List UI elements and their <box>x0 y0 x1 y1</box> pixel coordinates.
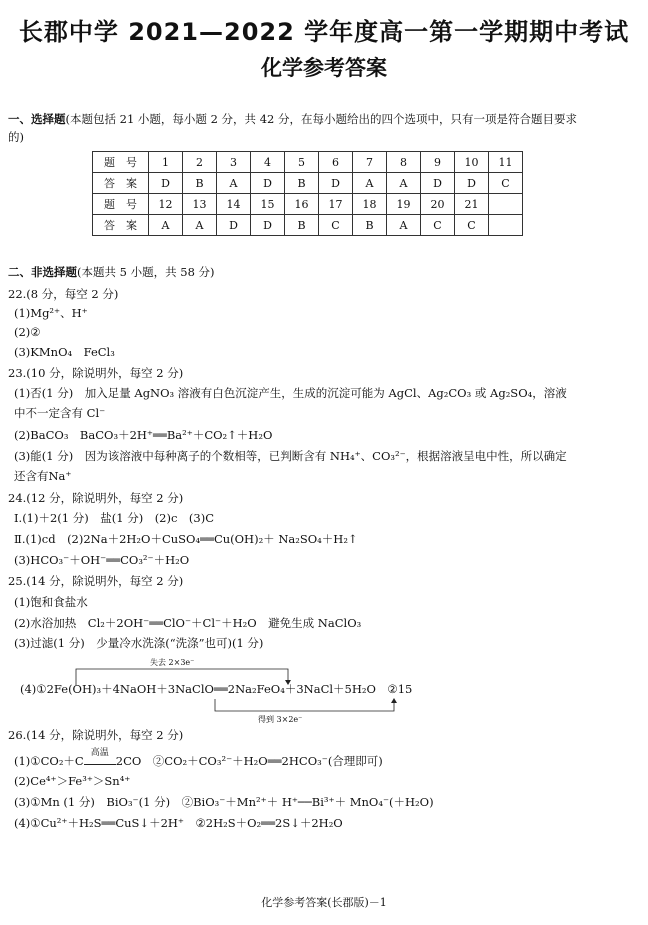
answer-cell: A <box>149 215 183 236</box>
question-number-cell <box>489 194 523 215</box>
answer-cell: A <box>183 215 217 236</box>
answer-cell: C <box>455 215 489 236</box>
answer-row <box>93 173 523 194</box>
answer-cell: C <box>421 215 455 236</box>
q23-answer-2: (2)BaCO₃ BaCO₃＋2H⁺══Ba²⁺＋CO₂↑＋H₂O <box>14 428 273 442</box>
question-number-cell: 9 <box>421 152 455 173</box>
answer-cell: D <box>455 173 489 194</box>
answer-cell: A <box>387 215 421 236</box>
q26-answer-1 <box>14 748 383 770</box>
answer-row <box>93 215 523 236</box>
q26-answer-4: (4)①Cu²⁺＋H₂S══CuS↓＋2H⁺ ②2H₂S＋O₂══2S↓＋2H₂O <box>14 816 343 830</box>
question-number-cell: 20 <box>421 194 455 215</box>
question-number-row <box>93 152 523 173</box>
question-number-cell: 8 <box>387 152 421 173</box>
question-number-cell: 21 <box>455 194 489 215</box>
answer-table <box>92 151 523 236</box>
question-label-cell: 题 号 <box>93 194 149 215</box>
q24-heading: 24.(12 分，除说明外，每空 2 分) <box>8 491 184 505</box>
question-number-cell: 4 <box>251 152 285 173</box>
q23-answer-1a: (1)否(1 分) 加入足量 AgNO₃ 溶液有白色沉淀产生，生成的沉淀可能为 AgCl、Ag₂CO₃ 或 Ag₂SO₄，溶液 <box>14 386 567 400</box>
question-number-cell: 2 <box>183 152 217 173</box>
answer-cell: B <box>285 173 319 194</box>
question-number-cell: 15 <box>251 194 285 215</box>
condition-label: 高温 <box>90 748 109 758</box>
q25-answer-4: (4)①2Fe(OH)₃＋4NaOH＋3NaClO══2Na₂FeO₄＋3NaCl＋5H₂O ②15 <box>20 682 413 696</box>
answer-cell: A <box>353 173 387 194</box>
q22-answer-2: (2)② <box>14 325 41 339</box>
question-number-cell: 12 <box>149 194 183 215</box>
q22-answer-3: (3)KMnO₄ FeCl₃ <box>14 345 115 359</box>
q23-answer-3a: (3)能(1 分) 因为该溶液中每种离子的个数相等，已判断含有 NH₄⁺、CO₃²⁻，根据溶液呈电中性，所以确定 <box>14 449 567 463</box>
answer-cell: B <box>285 215 319 236</box>
q26-heading: 26.(14 分，除说明外，每空 2 分) <box>8 728 184 742</box>
question-number-cell: 10 <box>455 152 489 173</box>
question-number-cell: 14 <box>217 194 251 215</box>
answer-cell: B <box>353 215 387 236</box>
answer-cell: D <box>421 173 455 194</box>
answer-cell: D <box>319 173 353 194</box>
q22-answer-1: (1)Mg²⁺、H⁺ <box>14 306 88 320</box>
answer-cell: D <box>149 173 183 194</box>
question-number-cell: 6 <box>319 152 353 173</box>
question-number-cell: 11 <box>489 152 523 173</box>
electron-loss-label: 失去 2×3e⁻ <box>150 658 195 667</box>
q23-answer-1b: 中不一定含有 Cl⁻ <box>14 406 106 420</box>
q23-heading: 23.(10 分，除说明外，每空 2 分) <box>8 366 184 380</box>
answer-cell: A <box>217 173 251 194</box>
section1-note-cont: 的) <box>8 130 24 144</box>
q23-answer-3b: 还含有Na⁺ <box>14 469 72 483</box>
gain-bracket <box>215 699 394 711</box>
gain-arrowhead <box>391 698 397 703</box>
answer-cell: C <box>489 173 523 194</box>
question-number-row <box>93 194 523 215</box>
answer-cell <box>489 215 523 236</box>
question-number-cell: 13 <box>183 194 217 215</box>
answer-cell: A <box>387 173 421 194</box>
question-label-cell: 题 号 <box>93 152 149 173</box>
question-number-cell: 7 <box>353 152 387 173</box>
question-number-cell: 5 <box>285 152 319 173</box>
section1-heading-line <box>8 110 577 128</box>
section2-note: (本题共 5 小题，共 58 分) <box>77 265 215 279</box>
page-subtitle: 化学参考答案 <box>261 56 387 80</box>
answer-cell: D <box>251 215 285 236</box>
question-number-cell: 1 <box>149 152 183 173</box>
q26-answer-3: (3)①Mn (1 分) BiO₃⁻(1 分) ②BiO₃⁻＋Mn²⁺＋ H⁺──Bi³⁺＋ MnO₄⁻(＋H₂O) <box>14 795 434 809</box>
question-number-cell: 18 <box>353 194 387 215</box>
page-footer: 化学参考答案(长郡版)－1 <box>261 896 387 909</box>
condition-line <box>84 764 116 765</box>
question-number-cell: 17 <box>319 194 353 215</box>
high-temp-condition <box>84 748 116 765</box>
q24-answer-II: Ⅱ.(1)cd (2)2Na＋2H₂O＋CuSO₄══Cu(OH)₂＋ Na₂SO₄＋H₂↑ <box>14 532 358 546</box>
section2-heading-line <box>8 263 215 281</box>
q26-answer-2: (2)Ce⁴⁺＞Fe³⁺＞Sn⁴⁺ <box>14 774 131 788</box>
electron-gain-label: 得到 3×2e⁻ <box>258 715 303 724</box>
section1-note: (本题包括 21 小题，每小题 2 分，共 42 分，在每小题给出的四个选项中，只有一项是符合题目要求 <box>65 112 577 126</box>
q26-1-products: 2CO ②CO₂＋CO₃²⁻＋H₂O══2HCO₃⁻(合理即可) <box>115 754 383 768</box>
answer-label-cell: 答 案 <box>93 215 149 236</box>
answer-cell: C <box>319 215 353 236</box>
q25-electron-transfer-equation <box>20 655 500 725</box>
q25-answer-2: (2)水浴加热 Cl₂＋2OH⁻══ClO⁻＋Cl⁻＋H₂O 避免生成 NaClO₃ <box>14 616 362 630</box>
q24-answer-3: (3)HCO₃⁻＋OH⁻══CO₃²⁻＋H₂O <box>14 553 190 567</box>
question-number-cell: 19 <box>387 194 421 215</box>
q24-answer-I: Ⅰ.(1)＋2(1 分) 盐(1 分) (2)c (3)C <box>14 511 215 525</box>
page-title: 长郡中学 2021—2022 学年度高一第一学期期中考试 <box>18 18 630 46</box>
question-number-cell: 3 <box>217 152 251 173</box>
answer-cell: D <box>251 173 285 194</box>
question-number-cell: 16 <box>285 194 319 215</box>
section2-heading: 二、非选择题 <box>8 265 77 279</box>
q26-1-reactants: (1)①CO₂＋C <box>14 754 84 768</box>
section1-heading: 一、选择题 <box>8 112 66 126</box>
answer-cell: B <box>183 173 217 194</box>
q25-answer-3: (3)过滤(1 分) 少量冷水洗涤(“洗涤”也可)(1 分) <box>14 636 264 650</box>
answer-label-cell: 答 案 <box>93 173 149 194</box>
q25-answer-1: (1)饱和食盐水 <box>14 595 88 609</box>
q25-heading: 25.(14 分，除说明外，每空 2 分) <box>8 574 184 588</box>
answer-cell: D <box>217 215 251 236</box>
q22-heading: 22.(8 分，每空 2 分) <box>8 287 119 301</box>
